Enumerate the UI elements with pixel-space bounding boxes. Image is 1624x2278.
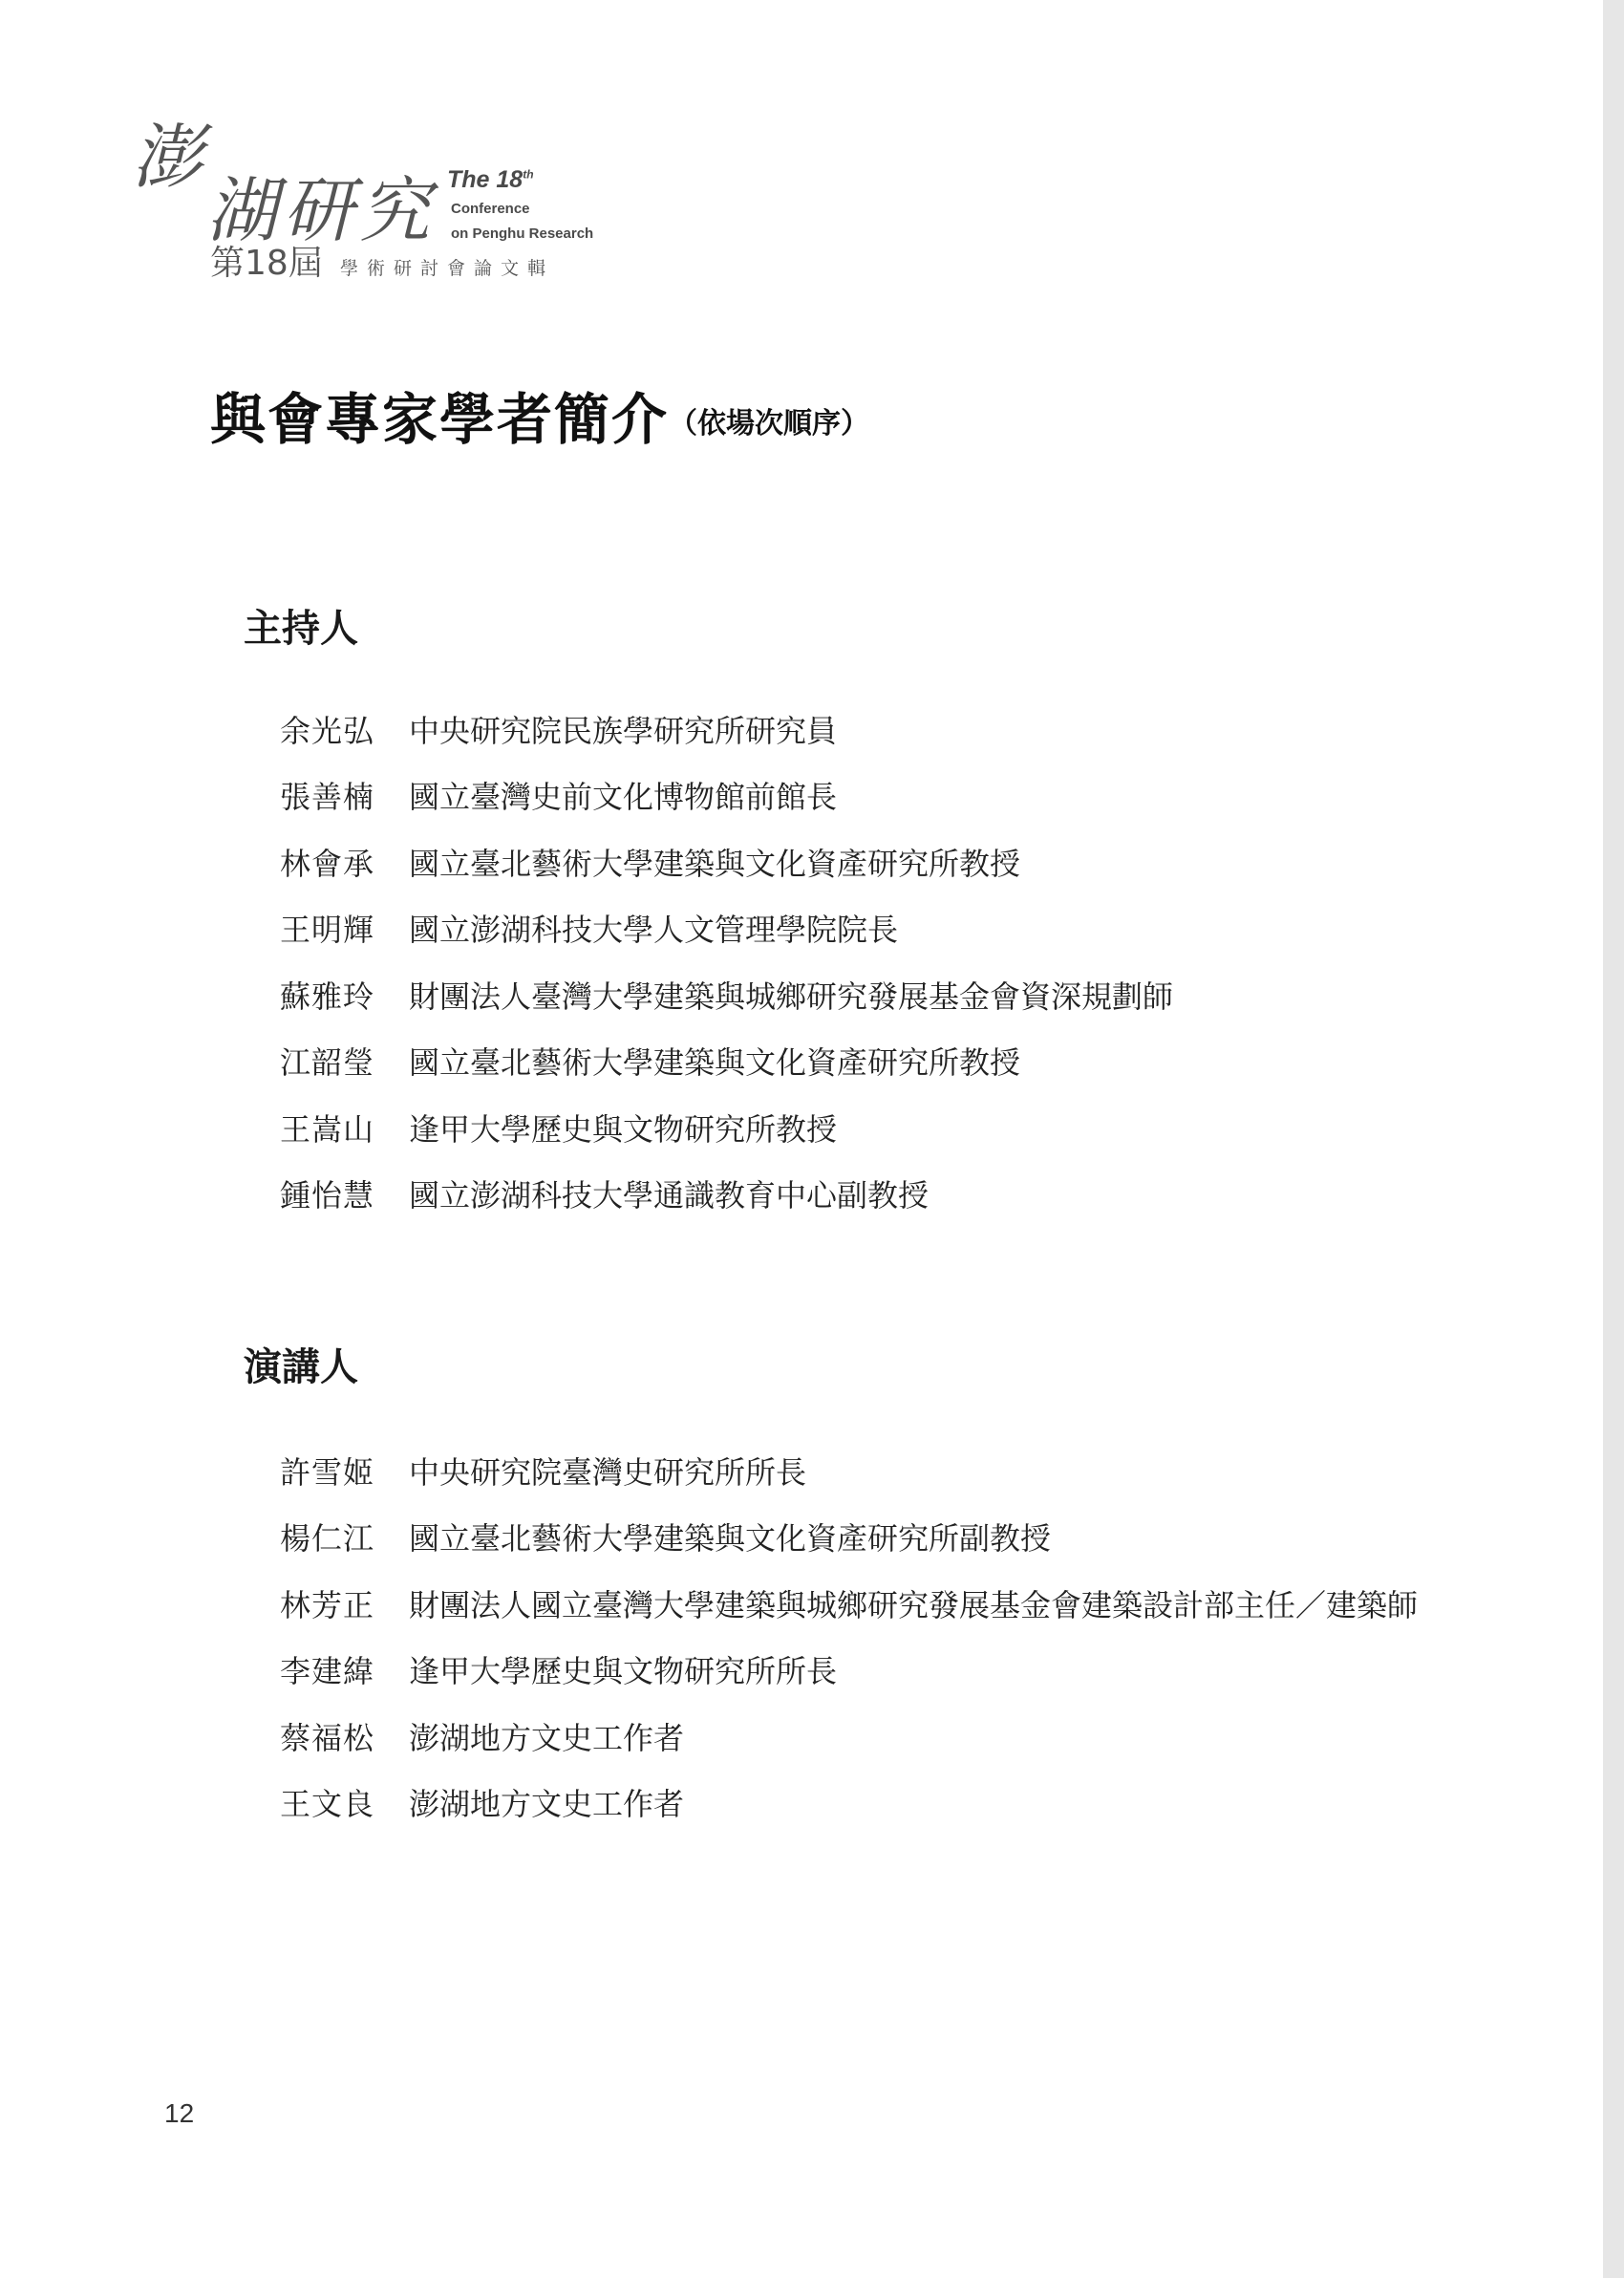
- person-name: 蘇雅玲: [280, 978, 375, 1015]
- person-name: 李建緯: [280, 1653, 375, 1690]
- speaker-list: [280, 1437, 1418, 1836]
- person-title: 國立澎湖科技大學人文管理學院院長: [409, 912, 899, 949]
- list-item: [280, 1437, 1418, 1504]
- person-title: 國立臺灣史前文化博物館前館長: [409, 779, 838, 816]
- person-title: 國立臺北藝術大學建築與文化資產研究所教授: [409, 845, 1021, 882]
- list-item: [280, 961, 1173, 1028]
- list-item: [280, 1161, 1173, 1228]
- logo-calligraphy-line1: 澎: [132, 117, 204, 199]
- person-name: 林芳正: [280, 1586, 375, 1623]
- person-title: 國立臺北藝術大學建築與文化資產研究所教授: [409, 1044, 1021, 1082]
- person-title: 財團法人國立臺灣大學建築與城鄉研究發展基金會建築設計部主任／建築師: [409, 1586, 1419, 1623]
- page-title-note: （依場次順序）: [669, 407, 870, 441]
- person-name: 江韶瑩: [280, 1044, 375, 1082]
- person-name: 張善楠: [280, 779, 375, 816]
- person-name: 鍾怡慧: [280, 1177, 375, 1214]
- list-item: [280, 1770, 1418, 1837]
- list-item: [280, 1094, 1173, 1161]
- list-item: [280, 1703, 1418, 1770]
- list-item: [280, 895, 1173, 962]
- logo-english-line1: The 18th: [447, 166, 534, 193]
- page-number: 12: [164, 2098, 195, 2128]
- person-name: 楊仁江: [280, 1520, 375, 1558]
- logo-edition: 第18屆: [210, 244, 323, 283]
- person-name: 王明輝: [280, 912, 375, 949]
- person-name: 王文良: [280, 1786, 375, 1823]
- logo-subtitle: 學術研討會論文輯: [340, 258, 555, 279]
- person-title: 逢甲大學歷史與文物研究所所長: [409, 1653, 838, 1690]
- person-name: 許雪姬: [280, 1453, 375, 1491]
- conference-logo: [132, 117, 629, 294]
- person-name: 王嵩山: [280, 1110, 375, 1148]
- person-title: 中央研究院民族學研究所研究員: [409, 712, 838, 749]
- person-name: 蔡福松: [280, 1719, 375, 1756]
- person-title: 國立澎湖科技大學通識教育中心副教授: [409, 1177, 930, 1214]
- list-item: [280, 763, 1173, 829]
- logo-english-line3: on Penghu Research: [451, 226, 594, 242]
- list-item: [280, 1028, 1173, 1095]
- page-title-main: 與會專家學者簡介: [210, 387, 670, 452]
- section-heading-moderators: 主持人: [244, 607, 358, 651]
- list-item: [280, 1504, 1418, 1571]
- moderator-list: [280, 696, 1173, 1227]
- list-item: [280, 696, 1173, 763]
- page-title: [210, 387, 870, 452]
- list-item: [280, 828, 1173, 895]
- person-name: 余光弘: [280, 712, 375, 749]
- person-title: 澎湖地方文史工作者: [409, 1786, 685, 1823]
- person-title: 國立臺北藝術大學建築與文化資產研究所副教授: [409, 1520, 1052, 1558]
- page-edge-strip: [1603, 0, 1624, 2278]
- logo-english-line2: Conference: [451, 201, 530, 217]
- section-heading-speakers: 演講人: [244, 1345, 358, 1389]
- person-title: 逢甲大學歷史與文物研究所教授: [409, 1110, 838, 1148]
- person-title: 澎湖地方文史工作者: [409, 1719, 685, 1756]
- person-title: 中央研究院臺灣史研究所所長: [409, 1453, 807, 1491]
- person-name: 林會承: [280, 845, 375, 882]
- person-title: 財團法人臺灣大學建築與城鄉研究發展基金會資深規劃師: [409, 978, 1174, 1015]
- list-item: [280, 1637, 1418, 1704]
- logo-calligraphy-line2: 湖研究: [206, 170, 436, 252]
- list-item: [280, 1570, 1418, 1637]
